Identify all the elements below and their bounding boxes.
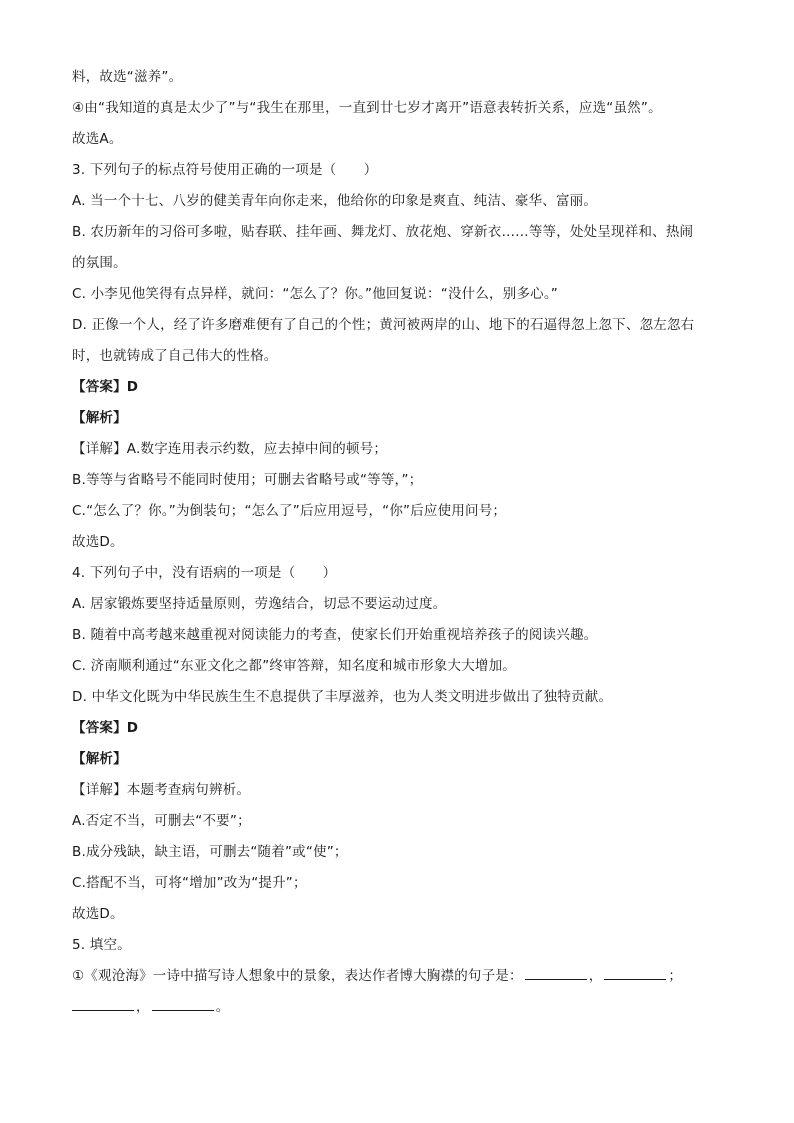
option-line: B. 随着中高考越来越重视对阅读能力的考查，使家长们开始重视培养孩子的阅读兴趣。 bbox=[72, 627, 598, 643]
explanation-line: 【详解】A.数字连用表示约数，应去掉中间的顿号； bbox=[72, 441, 388, 457]
option-line: A. 当一个十七、八岁的健美青年向你走来，他给你的印象是爽直、纯洁、豪华、富丽。 bbox=[72, 193, 598, 209]
fill-end: 。 bbox=[215, 999, 230, 1015]
fill-separator: ， bbox=[136, 999, 150, 1015]
fill-separator: ， bbox=[588, 968, 603, 984]
text-line: 料，故选“滋养”。 bbox=[72, 69, 183, 85]
explanation-line: 【详解】本题考查病句辨析。 bbox=[72, 782, 251, 798]
analysis-label: 【解析】 bbox=[72, 410, 127, 426]
option-line: A. 居家锻炼要坚持适量原则，劳逸结合，切忌不要运动过度。 bbox=[72, 596, 447, 612]
question-title: 3. 下列句子的标点符号使用正确的一项是（ ） bbox=[72, 162, 378, 178]
explanation-line: C.“怎么了？你。”为倒装句；“怎么了”后应用逗号，“你”后应使用问号； bbox=[72, 503, 507, 519]
answer-label: 【答案】D bbox=[72, 720, 139, 736]
text-line: 故选D。 bbox=[72, 534, 124, 550]
answer-label: 【答案】D bbox=[72, 379, 139, 395]
explanation-line: B.等等与省略号不能同时使用；可删去省略号或“等等，”； bbox=[72, 472, 423, 488]
answer-blank[interactable] bbox=[604, 967, 666, 980]
explanation-line: A.否定不当，可删去“不要”； bbox=[72, 813, 251, 829]
answer-blank[interactable] bbox=[72, 998, 134, 1011]
option-line: D. 中华文化既为中华民族生生不息提供了丰厚滋养，也为人类文明进步做出了独特贡献。 bbox=[72, 689, 613, 705]
option-line: B. 农历新年的习俗可多啦，贴春联、挂年画、舞龙灯、放花炮、穿新衣……等等，处处呈现祥和、热闹 bbox=[72, 224, 694, 240]
text-line: 的氛围。 bbox=[72, 255, 127, 271]
option-line: C. 济南顺利通过“东亚文化之都”终审答辩，知名度和城市形象大大增加。 bbox=[72, 658, 516, 674]
fill-separator: ； bbox=[668, 968, 683, 984]
question-title: 4. 下列句子中，没有语病的一项是（ ） bbox=[72, 565, 337, 581]
fill-in-line bbox=[72, 998, 732, 1016]
text-line: ④由“我知道的真是太少了”与“我生在那里，一直到廿七岁才离开”语意表转折关系，应选“虽然”。 bbox=[72, 100, 662, 116]
explanation-line: B.成分残缺，缺主语，可删去“随着”或“使”； bbox=[72, 844, 348, 860]
answer-blank[interactable] bbox=[525, 967, 587, 980]
analysis-label: 【解析】 bbox=[72, 751, 127, 767]
answer-blank[interactable] bbox=[152, 998, 214, 1011]
text-line: 故选A。 bbox=[72, 131, 123, 147]
question-title: 5. 填空。 bbox=[72, 937, 131, 953]
explanation-line: C.搭配不当，可将“增加”改为“提升”； bbox=[72, 875, 307, 891]
option-line: D. 正像一个人，经了许多磨难便有了自己的个性；黄河被两岸的山、地下的石逼得忽上忽下、忽左忽右 bbox=[72, 317, 695, 333]
fill-in-line bbox=[72, 967, 732, 985]
fill-prompt: ①《观沧海》一诗中描写诗人想象中的景象，表达作者博大胸襟的句子是： bbox=[72, 968, 523, 984]
text-line: 故选D。 bbox=[72, 906, 124, 922]
text-line: 时，也就铸成了自己伟大的性格。 bbox=[72, 348, 278, 364]
option-line: C. 小李见他笑得有点异样，就问：“怎么了？你。”他回复说：“没什么，别多心。” bbox=[72, 286, 558, 302]
